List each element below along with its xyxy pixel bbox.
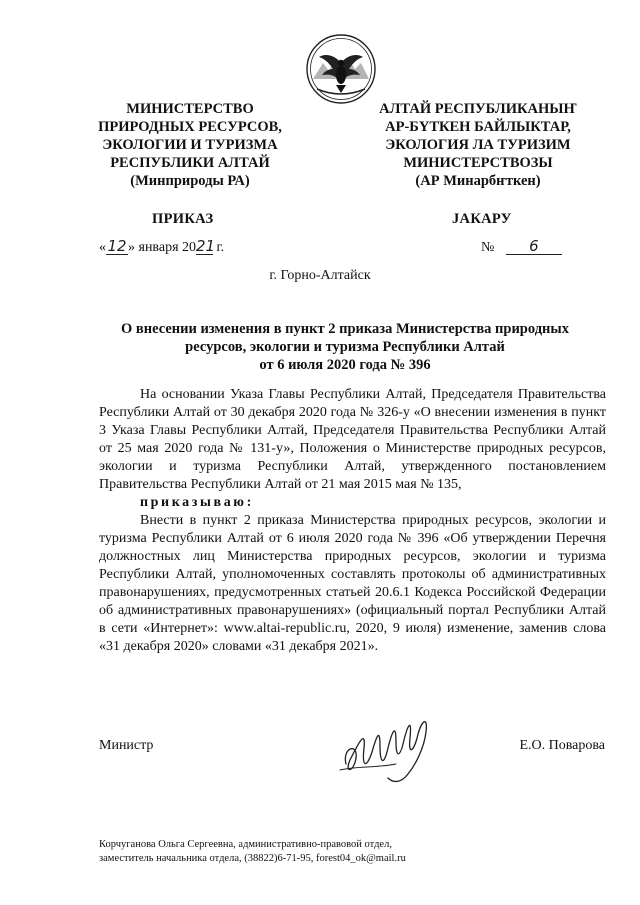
ministry-abbreviation: (Минприроды РА) bbox=[130, 173, 250, 189]
signatory-name: Е.О. Поварова bbox=[519, 738, 605, 753]
order-date bbox=[99, 238, 224, 256]
ministry-header-russian bbox=[74, 100, 306, 190]
city: г. Горно-Алтайск bbox=[269, 268, 371, 283]
handwritten-number: 6 bbox=[506, 238, 562, 255]
handwritten-day: 12 bbox=[107, 237, 127, 255]
footer-line: Корчуганова Ольга Сергеевна, административно-правовой отдел, bbox=[99, 839, 392, 850]
footer-line: заместитель начальника отдела, (38822)6-71-95, forest04_ok@mail.ru bbox=[99, 853, 406, 864]
order-label-altai: JАКАРУ bbox=[452, 211, 512, 227]
order-number bbox=[481, 238, 562, 256]
header-line: АЛТАЙ РЕСПУБЛИКАНЫҤ bbox=[379, 101, 577, 117]
title-line: О внесении изменения в пункт 2 приказа Министерства природных bbox=[121, 321, 569, 337]
decree-word: приказываю: bbox=[140, 495, 254, 510]
header-line: АР-БҮТКЕН БАЙЛЫКТАР, bbox=[385, 119, 571, 135]
handwritten-signature-icon bbox=[336, 708, 446, 786]
coat-of-arms-icon bbox=[305, 33, 377, 105]
date-suffix: г. bbox=[213, 240, 225, 255]
ministry-abbreviation: (АР Минарбҥткен) bbox=[415, 173, 541, 189]
ministry-header-altai bbox=[362, 100, 594, 190]
header-line: РЕСПУБЛИКИ АЛТАЙ bbox=[110, 155, 270, 171]
order-title bbox=[100, 320, 590, 374]
title-line: ресурсов, экологии и туризма Республики Алтай bbox=[185, 339, 505, 355]
body-paragraph: На основании Указа Главы Республики Алтай, Председателя Правительства Республики Алтай от 30 декабря 2020 года № 326-у «О внесении изменения в пункт 3 Указа Главы Республики Алтай, Председателя Правительства Республики Алтай от 25 мая 2020 года № 131-у», Положения о Министерстве природных ресурсов, экологии и туризма Республики Алтай, утвержденного постановлением Правительства Республики Алтай от 21 мая 2015 мая № 135, bbox=[99, 387, 606, 492]
header-line: ЭКОЛОГИИ И ТУРИЗМА bbox=[102, 137, 278, 153]
quote-mark: « bbox=[99, 240, 106, 255]
handwritten-year: 21 bbox=[196, 237, 216, 255]
header-line: МИНИСТЕРСТВОЗЫ bbox=[403, 155, 553, 171]
order-label-russian: ПРИКАЗ bbox=[152, 211, 214, 227]
date-month: » января 20 bbox=[128, 240, 197, 255]
contact-footer bbox=[99, 838, 406, 866]
body-paragraph: Внести в пункт 2 приказа Министерства природных ресурсов, экологии и туризма Республики Алтай от 6 июля 2020 года № 396 «Об утверждении Перечня должностных лиц Министерства природных ресурсов, экологии и туризма Республики Алтай, уполномоченных составлять протоколы об административных правонарушениях, предусмотренных статьей 20.6.1 Кодекса Российской Федерации об административных правонарушениях» (официальный портал Республики Алтай в сети «Интернет»: www.altai-republic.ru, 2020, 9 июля) изменение, заменив слова «31 декабря 2020» словами «31 декабря 2021». bbox=[99, 513, 606, 654]
header-line: МИНИСТЕРСТВО bbox=[126, 101, 254, 117]
signatory-position: Министр bbox=[99, 738, 154, 753]
order-body bbox=[99, 386, 606, 656]
number-prefix: № bbox=[481, 240, 495, 255]
header-line: ЭКОЛОГИЯ ЛА ТУРИЗИМ bbox=[385, 137, 571, 153]
header-line: ПРИРОДНЫХ РЕСУРСОВ, bbox=[98, 119, 282, 135]
title-line: от 6 июля 2020 года № 396 bbox=[259, 357, 431, 373]
